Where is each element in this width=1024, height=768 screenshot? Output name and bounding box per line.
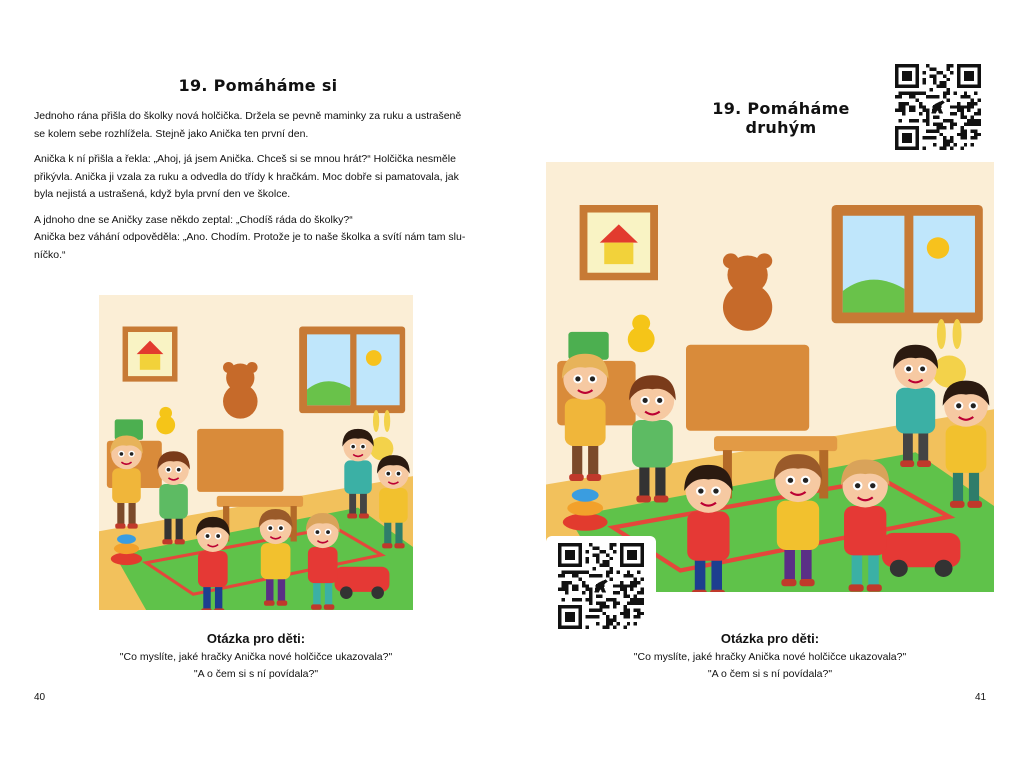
right-page [512,0,1024,768]
story-title: 19. Pomáháme druhým [712,99,850,137]
table [714,436,837,451]
page-number: 40 [34,692,46,703]
classroom-scene [546,162,994,592]
ring-stack [567,501,603,516]
teddy-bear-ear [757,253,773,268]
cabinet [686,345,809,431]
toy-car-wheel [340,586,353,599]
classroom-scene [99,295,413,610]
classroom-illustration [99,295,413,610]
question-line: "Co myslíte, jaké hračky Anička nové holčičce ukazovala?" [633,651,907,663]
question-heading: Otázka pro děti: [206,631,306,646]
teddy-bear-ear [247,362,258,373]
duck-head [159,407,172,420]
teddy-bear-ear [723,253,739,268]
bunny-ear [384,410,390,432]
story-title: 19. Pomáháme si [178,76,338,95]
cabinet [197,429,283,492]
bunny-ear [953,319,962,349]
ring-stack [117,534,136,543]
paragraph: A jdnoho dne se Aničky zase někdo zeptal: „Chodíš ráda do školky?“ Anička bez váhání odpověděla: „Ano. Chodím. Protože je to naše školka a svítí nám tam slu- níčko.“ [34,213,466,261]
table [217,496,303,507]
question-block [106,630,406,683]
paragraph: Jednoho rána přišla do školky nová holčička. Držela se pevně maminky za ruku a ustrašeně se kolem sebe rozhlížela. Stejně jako Anička ten první den. [34,110,462,140]
ring-stack [111,553,142,566]
ring-stack [572,489,599,502]
qr-code-icon[interactable] [546,536,656,636]
toy-car-wheel [935,560,953,577]
classroom-illustration [546,162,994,592]
ring-stack [114,543,139,554]
story-text [34,108,484,272]
window-pane [913,216,975,313]
house [140,354,160,370]
qr-code-icon[interactable] [895,64,981,150]
question-heading: Otázka pro děti: [720,631,820,646]
question-block [620,630,920,683]
question-line: "A o čem si s ní povídala?" [707,668,833,680]
question-line: "Co myslíte, jaké hračky Anička nové holčičce ukazovala?" [119,651,393,663]
dinosaur-icon [592,577,609,594]
duck-head [632,315,650,332]
dinosaur-icon [929,98,946,115]
sun [366,350,382,366]
question-line: "A o čem si s ní povídala?" [193,668,319,680]
bunny-ear [373,410,379,432]
paragraph: Anička k ní přišla a řekla: „Ahoj, já jsem Anička. Chceš si se mnou hrát?“ Holčička nesměle přikývla. Anička ji vzala za ruku a odvedla do třídy k hračkám. Moc dobře si pamatovala, jak byla nejistá a ustrašená, když byla první den ve školce. [34,153,459,200]
teddy-bear-ear [223,362,234,373]
toy-car-wheel [371,586,384,599]
bunny-ear [937,319,946,349]
sun [927,237,949,259]
toy-car-wheel [890,560,908,577]
page-number: 41 [975,692,987,703]
house [604,243,633,265]
ring-stack [563,514,608,531]
window-pane [356,334,399,405]
